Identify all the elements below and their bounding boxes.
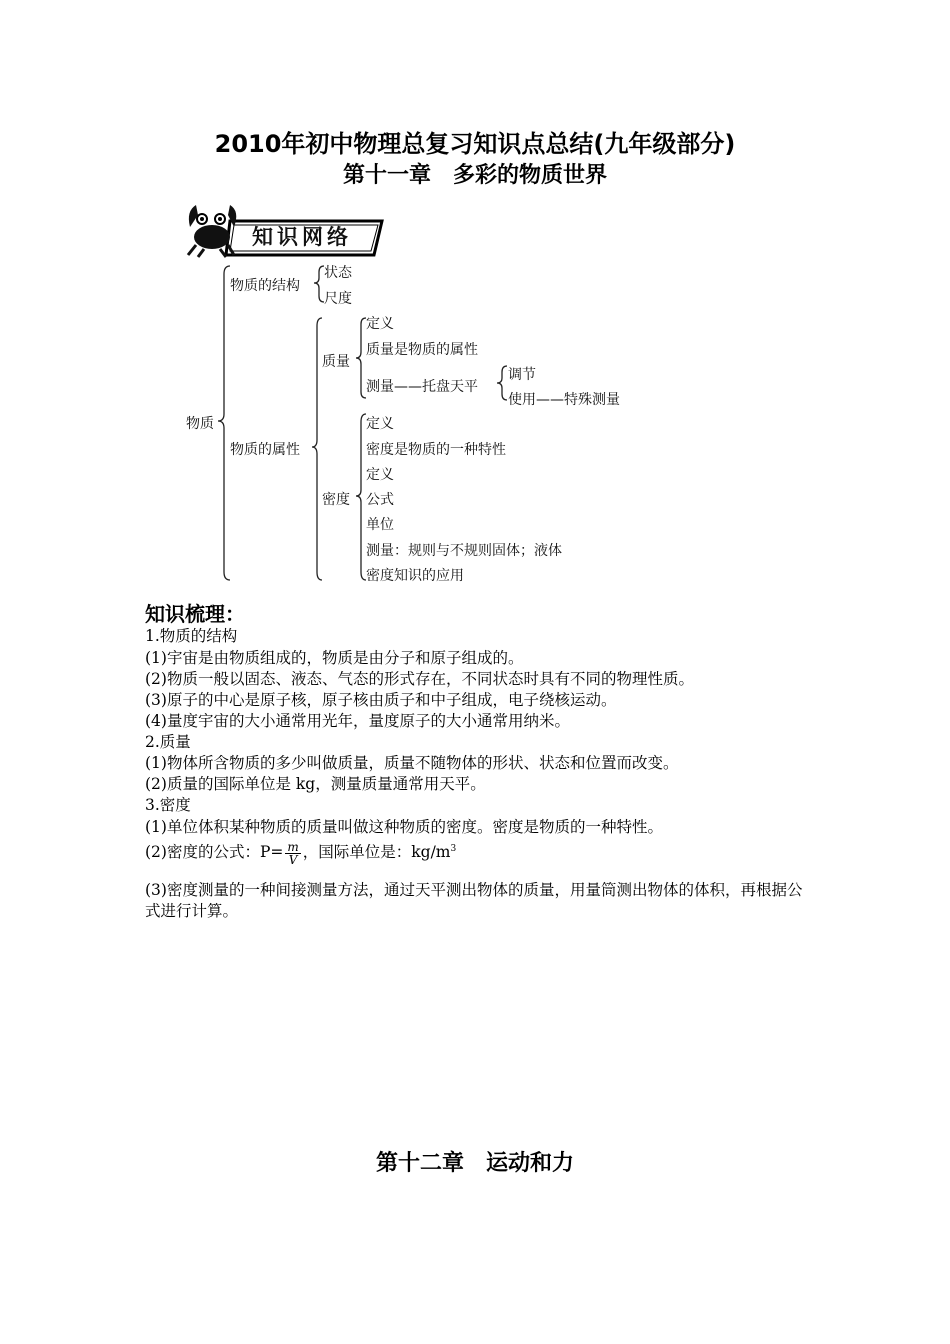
network-mass: 质量: [322, 354, 350, 370]
outline-item: (2)质量的国际单位是 kg，测量质量通常用天平。: [145, 775, 486, 793]
outline-item-formula: [145, 840, 456, 866]
main-title: 2010年初中物理总复习知识点总结(九年级部分): [214, 130, 736, 158]
outline-item: (1)单位体积某种物质的质量叫做这种物质的密度。密度是物质的一种特性。: [145, 818, 663, 836]
knowledge-network-braces: [0, 0, 950, 600]
network-density-child: 测量：规则与不规则固体；液体: [366, 543, 562, 559]
outline-heading: 知识梳理：: [145, 602, 245, 626]
network-density-child: 密度知识的应用: [366, 568, 464, 584]
network-structure: 物质的结构: [230, 278, 300, 294]
section-title: 3.密度: [145, 796, 191, 814]
outline-item: (1)物体所含物质的多少叫做质量，质量不随物体的形状、状态和位置而改变。: [145, 754, 679, 772]
network-mass-measure: 测量——托盘天平: [366, 379, 478, 395]
outline-item: (4)量度宇宙的大小通常用光年，量度原子的大小通常用纳米。: [145, 712, 570, 730]
section-title: 1.物质的结构: [145, 627, 238, 645]
outline-item: (3)密度测量的一种间接测量方法，通过天平测出物体的质量，用量筒测出物体的体积，再根据公式进行计算。: [145, 881, 803, 920]
outline-item: (1)宇宙是由物质组成的，物质是由分子和原子组成的。: [145, 649, 524, 667]
density-fraction: [285, 841, 300, 866]
formula-unit: ，国际单位是：kg/m: [302, 843, 451, 861]
network-mass-child: 质量是物质的属性: [366, 342, 478, 358]
unit-exponent: 3: [450, 843, 457, 854]
section-title: 2.质量: [145, 733, 191, 751]
fraction-numerator: m: [287, 839, 299, 854]
chapter-11-title: 第十一章 多彩的物质世界: [342, 163, 607, 188]
network-density-child: 定义: [366, 467, 394, 483]
network-property: 物质的属性: [230, 442, 300, 458]
network-mass-child: 定义: [366, 316, 394, 332]
chapter-12-title: 第十二章 运动和力: [375, 1151, 574, 1176]
formula-prefix: (2)密度的公式：P=: [145, 843, 284, 861]
outline-item: (3)原子的中心是原子核，原子核由质子和中子组成，电子绕核运动。: [145, 691, 617, 709]
network-root: 物质: [186, 416, 214, 432]
fraction-denominator: V: [288, 852, 298, 867]
network-structure-child: 状态: [324, 265, 352, 281]
banner-label: 知识网络: [252, 225, 352, 249]
network-density-child: 定义: [366, 416, 394, 432]
network-balance-child: 调节: [508, 367, 536, 383]
network-balance-child: 使用——特殊测量: [508, 392, 620, 408]
network-density-child: 公式: [366, 492, 394, 508]
network-density: 密度: [322, 492, 350, 508]
outline-item: (2)物质一般以固态、液态、气态的形式存在，不同状态时具有不同的物理性质。: [145, 670, 694, 688]
network-structure-child: 尺度: [324, 291, 352, 307]
network-density-child: 密度是物质的一种特性: [366, 442, 506, 458]
network-density-child: 单位: [366, 517, 394, 533]
